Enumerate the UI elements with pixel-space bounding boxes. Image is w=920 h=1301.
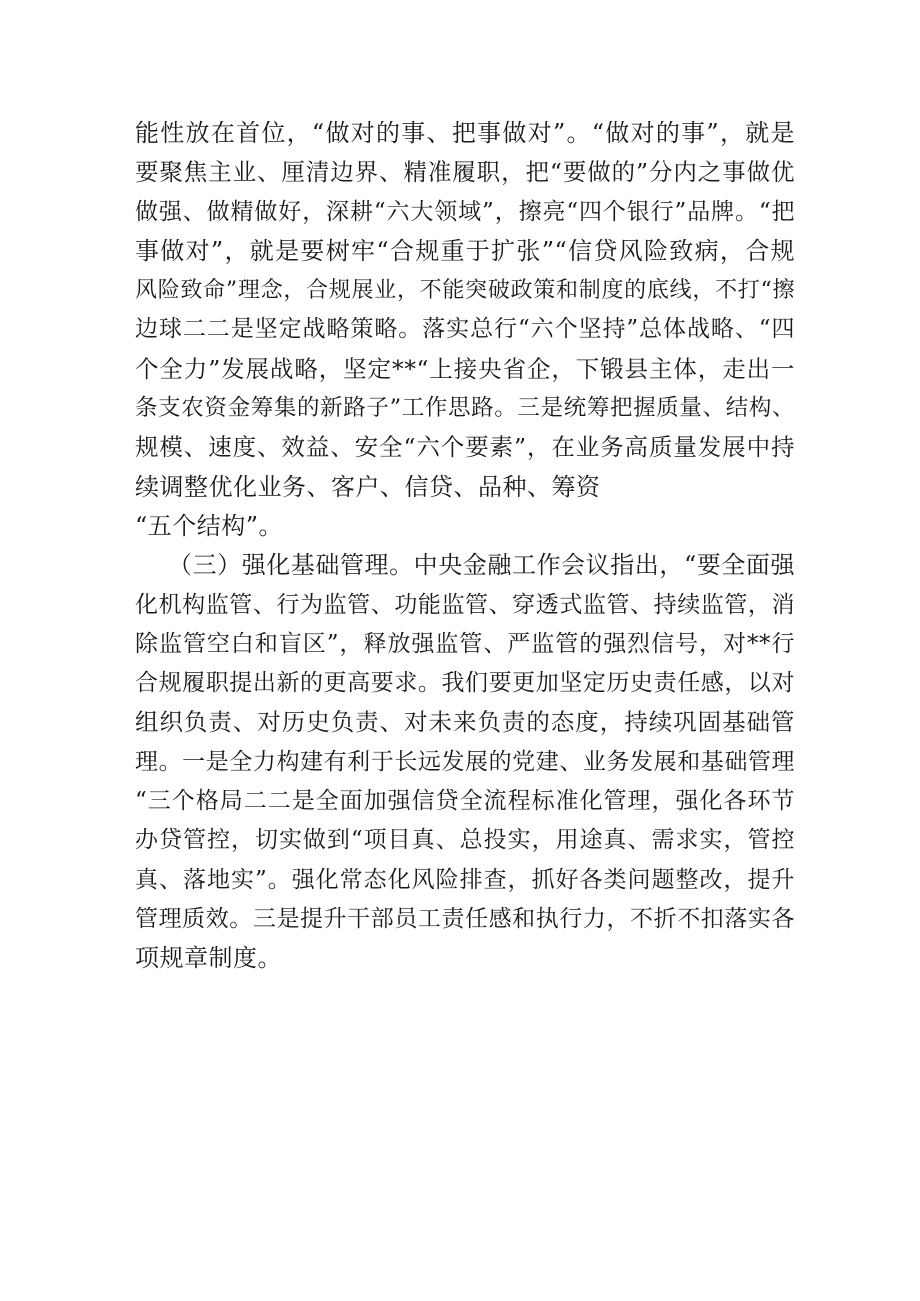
text-line: 除监管空白和盲区”，释放强监管、严监管的强烈信号，对**行 [135, 630, 795, 657]
text-line: 化机构监管、行为监管、功能监管、穿透式监管、持续监管，消 [135, 591, 795, 618]
text-line: 个全力”发展战略，坚定**“上接央省企，下锻县主体，走出一 [135, 354, 795, 383]
text-line: （三）强化基础管理。中央金融工作会议指出，“要全面强 [168, 551, 795, 580]
text-line: 规模、速度、效益、安全“六个要素”，在业务高质量发展中持 [135, 433, 795, 462]
text-line: 条支农资金筹集的新路子”工作思路。三是统筹把握质量、结构、 [135, 395, 795, 422]
text-line: “三个格局二二是全面加强信贷全流程标准化管理，强化各环节 [135, 788, 795, 815]
text-line: 项规章制度。 [135, 944, 282, 973]
body-text [135, 114, 795, 979]
text-line: 能性放在首位，“做对的事、把事做对”。“做对的事”，就是 [135, 119, 795, 147]
text-line: 真、落地实”。强化常态化风险排查，抓好各类问题整改，提升 [135, 866, 795, 893]
text-line: 边球二二是坚定战略策略。落实总行“六个坚持”总体战略、“四 [135, 316, 795, 343]
text-line: 要聚焦主业、厘清边界、精准履职，把“要做的”分内之事做优 [135, 158, 795, 187]
text-line: 风险致命”理念，合规展业，不能突破政策和制度的底线，不打“擦 [135, 278, 795, 304]
text-line: 组织负责、对历史负责、对未来负责的态度，持续巩固基础管 [135, 708, 795, 737]
text-line: 续调整优化业务、客户、信贷、品种、筹资 [135, 472, 601, 501]
text-line: “五个结构”。 [135, 511, 284, 540]
text-line: 合规履职提出新的更高要求。我们要更加坚定历史责任感，以对 [135, 670, 795, 697]
text-line: 管理质效。三是提升干部员工责任感和执行力，不折不扣落实各 [135, 905, 795, 932]
text-line: 事做对”，就是要树牢“合规重于扩张”“信贷风险致病，合规 [135, 236, 795, 265]
text-line: 理。一是全力构建有利于长远发展的党建、业务发展和基础管理 [135, 748, 795, 775]
text-line: 办贷管控，切实做到“项目真、总投实，用途真、需求实，管控 [135, 827, 795, 854]
text-line: 做强、做精做好，深耕“六大领域”，擦亮“四个银行”品牌。“把 [135, 198, 795, 225]
